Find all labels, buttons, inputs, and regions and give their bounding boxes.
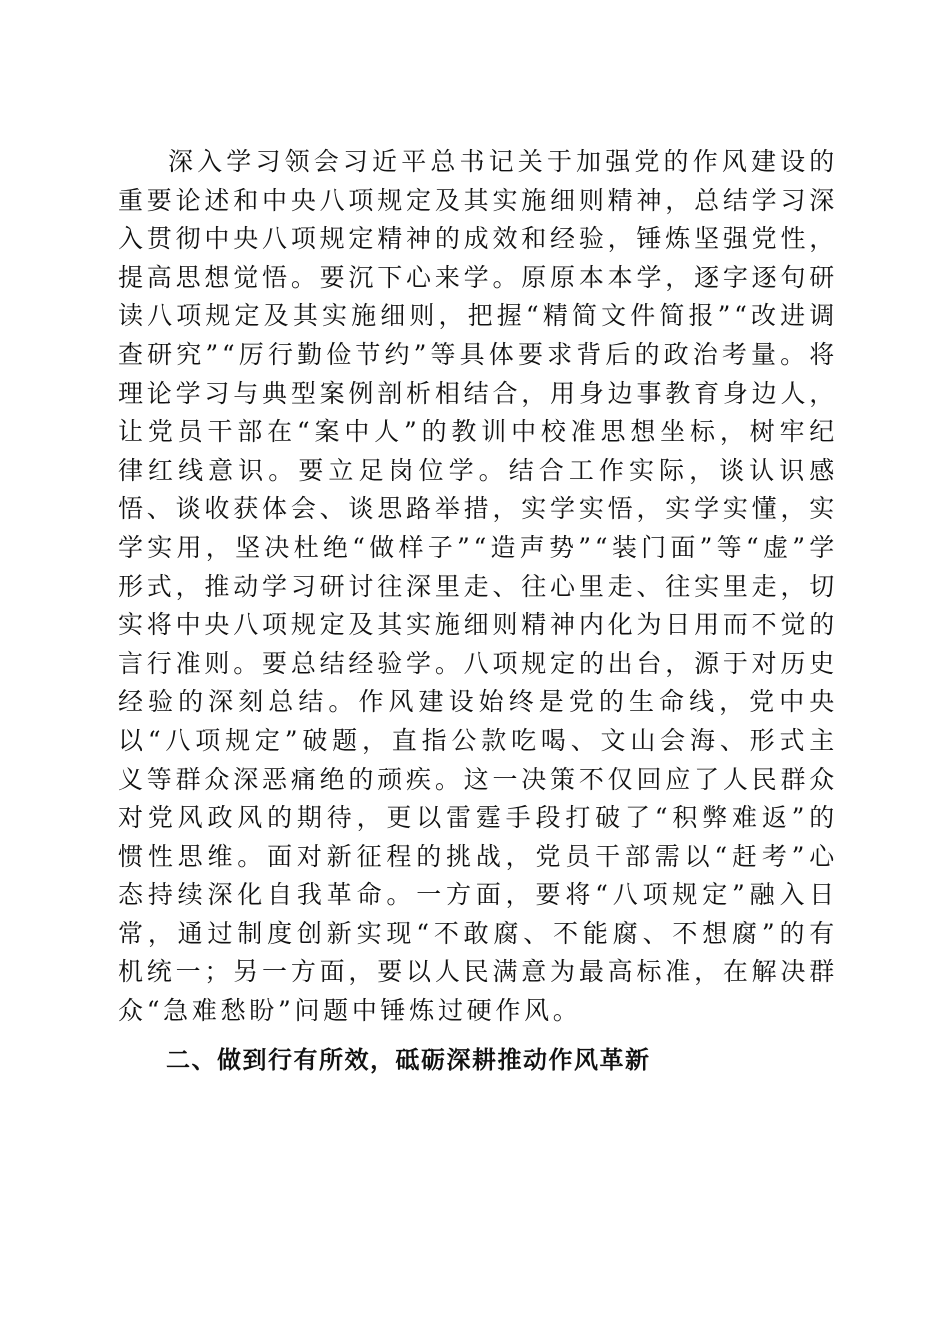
document-body: [118, 143, 838, 1080]
body-paragraph: 深入学习领会习近平总书记关于加强党的作风建设的重要论述和中央八项规定及其实施细则精神，总结学习深入贯彻中央八项规定精神的成效和经验，锤炼坚强党性，提高思想觉悟。要沉下心来学。原原本本学，逐字逐句研读八项规定及其实施细则，把握“精简文件简报”“改进调查研究”“厉行勤俭节约”等具体要求背后的政治考量。将理论学习与典型案例剖析相结合，用身边事教育身边人，让党员干部在“案中人”的教训中校准思想坐标，树牢纪律红线意识。要立足岗位学。结合工作实际，谈认识感悟、谈收获体会、谈思路举措，实学实悟，实学实懂，实学实用，坚决杜绝“做样子”“造声势”“装门面”等“虚”学形式，推动学习研讨往深里走、往心里走、往实里走，切实将中央八项规定及其实施细则精神内化为日用而不觉的言行准则。要总结经验学。八项规定的出台，源于对历史经验的深刻总结。作风建设始终是党的生命线，党中央以“八项规定”破题，直指公款吃喝、文山会海、形式主义等群众深恶痛绝的顽疾。这一决策不仅回应了人民群众对党风政风的期待，更以雷霆手段打破了“积弊难返”的惯性思维。面对新征程的挑战，党员干部需以“赶考”心态持续深化自我革命。一方面，要将“八项规定”融入日常，通过制度创新实现“不敢腐、不能腐、不想腐”的有机统一；另一方面，要以人民满意为最高标准，在解决群众“急难愁盼”问题中锤炼过硬作风。: [118, 147, 838, 1026]
section-heading: 二、做到行有所效，砥砺深耕推动作风革新: [166, 1045, 651, 1074]
